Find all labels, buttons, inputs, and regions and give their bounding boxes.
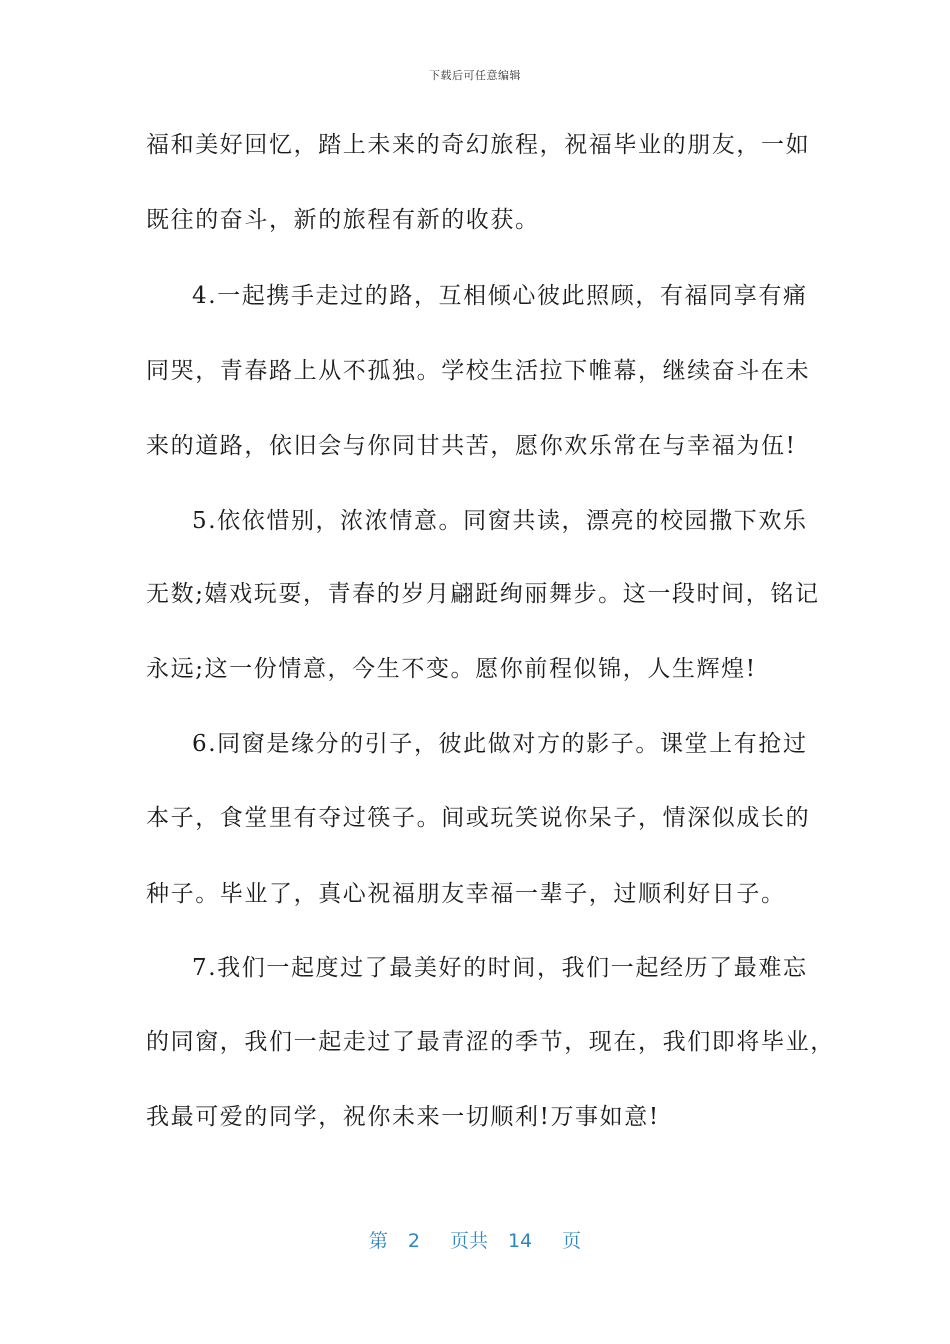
paragraph-7-start: 7.我们一起度过了最美好的时间，我们一起经历了最难忘: [192, 955, 808, 981]
paragraph-4-start: 4.一起携手走过的路，互相倾心彼此照顾，有福同享有痛: [192, 283, 808, 309]
text-line: 来的道路，依旧会与你同甘共苦，愿你欢乐常在与幸福为伍!: [146, 433, 797, 459]
paragraph-6-start: 6.同窗是缘分的引子，彼此做对方的影子。课堂上有抢过: [192, 731, 808, 757]
page-prefix: 第: [368, 1230, 388, 1252]
page-suffix: 页: [562, 1230, 582, 1252]
paragraph-5-start: 5.依依惜别，浓浓情意。同窗共读，漂亮的校园撒下欢乐: [192, 508, 808, 534]
text-line: 福和美好回忆，踏上未来的奇幻旅程，祝福毕业的朋友，一如: [146, 132, 811, 158]
text-line: 永远;这一份情意，今生不变。愿你前程似锦，人生辉煌!: [146, 656, 757, 682]
text-line: 同哭，青春路上从不孤独。学校生活拉下帷幕，继续奋斗在未: [146, 358, 811, 384]
page-total: 14: [507, 1230, 533, 1252]
text-line: 既往的奋斗，新的旅程有新的收获。: [146, 207, 540, 233]
header-note: 下载后可任意编辑: [429, 69, 521, 82]
text-line: 本子，食堂里有夺过筷子。间或玩笑说你呆子，情深似成长的: [146, 805, 811, 831]
page-number-footer: [0, 1226, 950, 1253]
text-line: 的同窗，我们一起走过了最青涩的季节，现在，我们即将毕业，: [146, 1029, 835, 1055]
page-mid: 页共: [449, 1230, 488, 1252]
text-line: 种子。毕业了，真心祝福朋友幸福一辈子，过顺利好日子。: [146, 881, 786, 907]
text-line: 无数;嬉戏玩耍，青春的岁月翩跹绚丽舞步。这一段时间，铭记: [146, 581, 820, 607]
text-line: 我最可爱的同学，祝你未来一切顺利!万事如意!: [146, 1104, 660, 1130]
page-current: 2: [407, 1230, 420, 1252]
